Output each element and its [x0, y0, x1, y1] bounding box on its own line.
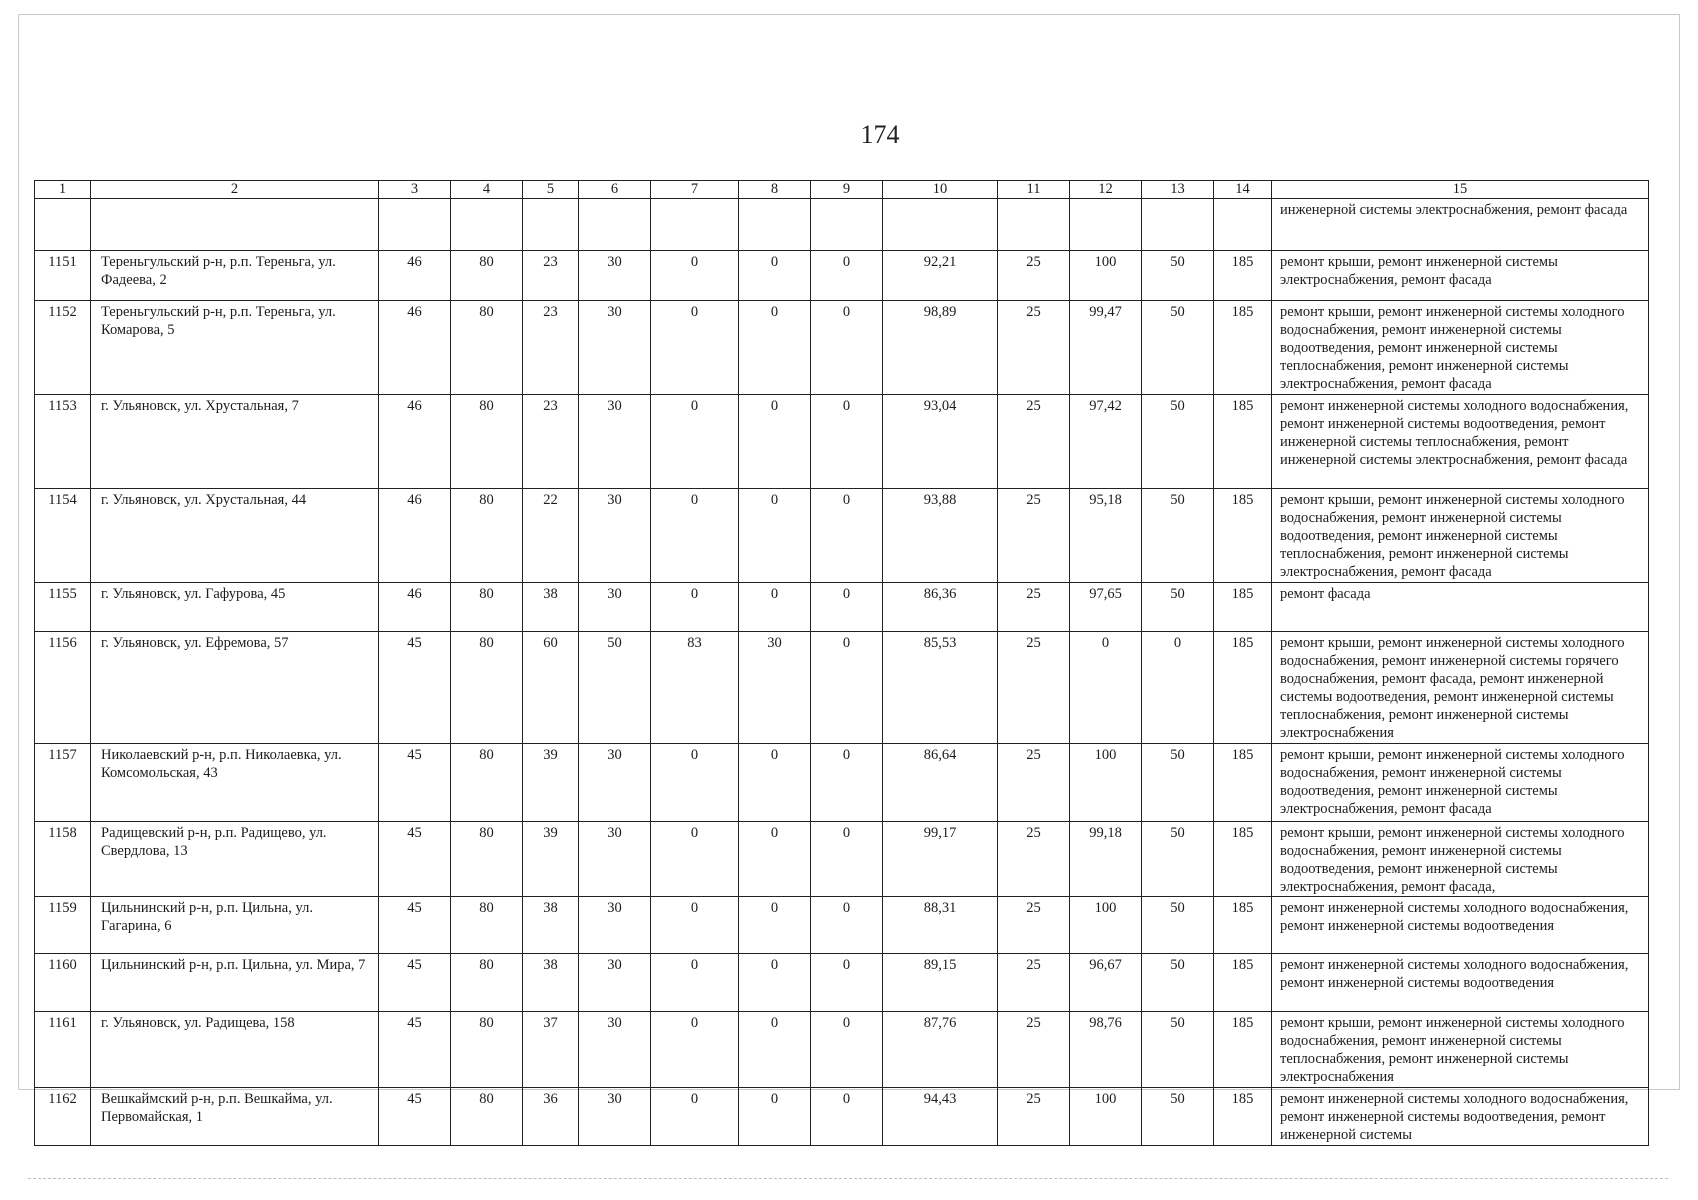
table-row — [35, 301, 1649, 395]
value-cell: 80 — [451, 632, 523, 744]
value-cell: 0 — [651, 583, 739, 632]
scan-edge-line — [28, 1178, 1668, 1179]
value-cell: 80 — [451, 583, 523, 632]
value-cell: 30 — [579, 1012, 651, 1088]
value-cell: 0 — [1142, 632, 1214, 744]
value-cell: 50 — [1142, 1012, 1214, 1088]
row-number-cell: 1158 — [35, 822, 91, 897]
value-cell: 50 — [1142, 744, 1214, 822]
register-body — [35, 181, 1649, 1146]
value-cell: 185 — [1214, 954, 1272, 1012]
header-cell: 14 — [1214, 181, 1272, 199]
table-row — [35, 897, 1649, 954]
value-cell: 45 — [379, 744, 451, 822]
header-cell: 2 — [91, 181, 379, 199]
works-cell: ремонт крыши, ремонт инженерной системы холодного водоснабжения, ремонт инженерной системы водоотведения, ремонт инженерной системы теплоснабжения, ремонт инженерной системы электроснабжения, ремонт фасада — [1272, 301, 1649, 395]
value-cell: 30 — [579, 744, 651, 822]
value-cell: 45 — [379, 897, 451, 954]
value-cell: 0 — [739, 1012, 811, 1088]
header-cell: 10 — [883, 181, 998, 199]
header-cell: 13 — [1142, 181, 1214, 199]
value-cell: 0 — [811, 822, 883, 897]
value-cell: 98,76 — [1070, 1012, 1142, 1088]
value-cell: 83 — [651, 632, 739, 744]
value-cell: 185 — [1214, 489, 1272, 583]
value-cell — [883, 199, 998, 251]
address-cell: г. Ульяновск, ул. Радищева, 158 — [91, 1012, 379, 1088]
works-cell: ремонт крыши, ремонт инженерной системы холодного водоснабжения, ремонт инженерной системы водоотведения, ремонт инженерной системы теплоснабжения, ремонт инженерной системы электроснабжения, ремонт фасада — [1272, 489, 1649, 583]
value-cell: 0 — [811, 489, 883, 583]
value-cell: 185 — [1214, 1012, 1272, 1088]
value-cell: 89,15 — [883, 954, 998, 1012]
table-row — [35, 954, 1649, 1012]
value-cell: 0 — [739, 583, 811, 632]
value-cell: 0 — [811, 1088, 883, 1146]
value-cell — [998, 199, 1070, 251]
value-cell: 80 — [451, 822, 523, 897]
value-cell: 93,04 — [883, 395, 998, 489]
row-number-cell: 1156 — [35, 632, 91, 744]
table-row — [35, 744, 1649, 822]
header-cell: 15 — [1272, 181, 1649, 199]
value-cell — [651, 199, 739, 251]
value-cell: 60 — [523, 632, 579, 744]
table-row — [35, 1088, 1649, 1146]
value-cell: 45 — [379, 1012, 451, 1088]
works-cell: ремонт крыши, ремонт инженерной системы холодного водоснабжения, ремонт инженерной системы горячего водоснабжения, ремонт фасада, ремонт инженерной системы водоотведения, ремонт инженерной системы теплоснабжения, ремонт инженерной системы электроснабжения — [1272, 632, 1649, 744]
row-number-cell: 1159 — [35, 897, 91, 954]
value-cell: 25 — [998, 1088, 1070, 1146]
value-cell: 39 — [523, 744, 579, 822]
value-cell: 23 — [523, 395, 579, 489]
value-cell: 0 — [1070, 632, 1142, 744]
works-cell: ремонт крыши, ремонт инженерной системы холодного водоснабжения, ремонт инженерной системы водоотведения, ремонт инженерной системы электроснабжения, ремонт фасада, — [1272, 822, 1649, 897]
value-cell: 0 — [651, 954, 739, 1012]
value-cell: 0 — [811, 395, 883, 489]
works-cell: ремонт крыши, ремонт инженерной системы холодного водоснабжения, ремонт инженерной системы теплоснабжения, ремонт инженерной системы электроснабжения — [1272, 1012, 1649, 1088]
register-table — [34, 180, 1649, 1146]
value-cell: 38 — [523, 954, 579, 1012]
value-cell: 38 — [523, 897, 579, 954]
table-row — [35, 251, 1649, 301]
value-cell: 80 — [451, 1088, 523, 1146]
value-cell: 45 — [379, 632, 451, 744]
works-cell: ремонт инженерной системы холодного водоснабжения, ремонт инженерной системы водоотведения, ремонт инженерной системы теплоснабжения, ремонт инженерной системы электроснабжения, ремонт фасада — [1272, 395, 1649, 489]
address-cell: Цильнинский р-н, р.п. Цильна, ул. Мира, 7 — [91, 954, 379, 1012]
value-cell: 0 — [651, 489, 739, 583]
value-cell: 0 — [739, 301, 811, 395]
value-cell — [1070, 199, 1142, 251]
value-cell: 0 — [811, 301, 883, 395]
value-cell: 25 — [998, 301, 1070, 395]
value-cell — [523, 199, 579, 251]
value-cell: 185 — [1214, 583, 1272, 632]
value-cell: 30 — [579, 489, 651, 583]
value-cell: 46 — [379, 395, 451, 489]
value-cell: 45 — [379, 954, 451, 1012]
value-cell: 23 — [523, 301, 579, 395]
address-cell: г. Ульяновск, ул. Ефремова, 57 — [91, 632, 379, 744]
works-cell: инженерной системы электроснабжения, ремонт фасада — [1272, 199, 1649, 251]
value-cell: 80 — [451, 489, 523, 583]
value-cell: 0 — [811, 583, 883, 632]
value-cell: 86,64 — [883, 744, 998, 822]
value-cell: 0 — [651, 897, 739, 954]
value-cell: 50 — [579, 632, 651, 744]
row-number-cell: 1160 — [35, 954, 91, 1012]
value-cell: 25 — [998, 954, 1070, 1012]
value-cell: 0 — [651, 301, 739, 395]
row-number-cell: 1157 — [35, 744, 91, 822]
value-cell: 30 — [579, 395, 651, 489]
value-cell: 25 — [998, 583, 1070, 632]
value-cell: 50 — [1142, 1088, 1214, 1146]
works-cell: ремонт крыши, ремонт инженерной системы электроснабжения, ремонт фасада — [1272, 251, 1649, 301]
value-cell: 0 — [739, 822, 811, 897]
value-cell: 23 — [523, 251, 579, 301]
value-cell: 50 — [1142, 489, 1214, 583]
header-cell: 1 — [35, 181, 91, 199]
value-cell: 50 — [1142, 251, 1214, 301]
value-cell: 30 — [579, 822, 651, 897]
value-cell: 185 — [1214, 1088, 1272, 1146]
value-cell: 38 — [523, 583, 579, 632]
value-cell: 185 — [1214, 301, 1272, 395]
header-cell: 12 — [1070, 181, 1142, 199]
value-cell: 25 — [998, 822, 1070, 897]
value-cell: 0 — [739, 954, 811, 1012]
value-cell: 98,89 — [883, 301, 998, 395]
value-cell: 45 — [379, 1088, 451, 1146]
value-cell: 185 — [1214, 744, 1272, 822]
value-cell: 0 — [651, 1012, 739, 1088]
value-cell: 97,42 — [1070, 395, 1142, 489]
address-cell: Цильнинский р-н, р.п. Цильна, ул. Гагарина, 6 — [91, 897, 379, 954]
page-number: 174 — [860, 120, 900, 149]
row-number-cell: 1155 — [35, 583, 91, 632]
row-number-cell: 1153 — [35, 395, 91, 489]
address-cell: Тереньгульский р-н, р.п. Тереньга, ул. Комарова, 5 — [91, 301, 379, 395]
header-cell: 6 — [579, 181, 651, 199]
row-number-cell: 1152 — [35, 301, 91, 395]
value-cell: 80 — [451, 395, 523, 489]
value-cell: 97,65 — [1070, 583, 1142, 632]
value-cell: 46 — [379, 489, 451, 583]
value-cell: 85,53 — [883, 632, 998, 744]
value-cell: 25 — [998, 251, 1070, 301]
value-cell — [811, 199, 883, 251]
value-cell: 0 — [739, 395, 811, 489]
value-cell: 185 — [1214, 822, 1272, 897]
address-cell: г. Ульяновск, ул. Хрустальная, 7 — [91, 395, 379, 489]
value-cell — [379, 199, 451, 251]
value-cell: 25 — [998, 632, 1070, 744]
value-cell: 22 — [523, 489, 579, 583]
header-cell: 9 — [811, 181, 883, 199]
value-cell: 96,67 — [1070, 954, 1142, 1012]
address-cell: Тереньгульский р-н, р.п. Тереньга, ул. Фадеева, 2 — [91, 251, 379, 301]
value-cell: 100 — [1070, 251, 1142, 301]
value-cell: 80 — [451, 744, 523, 822]
value-cell — [1214, 199, 1272, 251]
value-cell: 25 — [998, 395, 1070, 489]
value-cell: 88,31 — [883, 897, 998, 954]
works-cell: ремонт инженерной системы холодного водоснабжения, ремонт инженерной системы водоотведения — [1272, 954, 1649, 1012]
value-cell: 25 — [998, 897, 1070, 954]
value-cell: 46 — [379, 583, 451, 632]
value-cell: 0 — [739, 489, 811, 583]
value-cell: 185 — [1214, 395, 1272, 489]
value-cell: 185 — [1214, 251, 1272, 301]
value-cell: 80 — [451, 897, 523, 954]
value-cell: 92,21 — [883, 251, 998, 301]
table-row — [35, 1012, 1649, 1088]
address-cell: г. Ульяновск, ул. Хрустальная, 44 — [91, 489, 379, 583]
value-cell: 87,76 — [883, 1012, 998, 1088]
value-cell: 99,17 — [883, 822, 998, 897]
address-cell: г. Ульяновск, ул. Гафурова, 45 — [91, 583, 379, 632]
value-cell: 25 — [998, 1012, 1070, 1088]
value-cell: 80 — [451, 954, 523, 1012]
value-cell: 30 — [579, 954, 651, 1012]
value-cell: 95,18 — [1070, 489, 1142, 583]
value-cell: 50 — [1142, 897, 1214, 954]
value-cell: 0 — [651, 822, 739, 897]
continuation-row — [35, 199, 1649, 251]
table-row — [35, 822, 1649, 897]
value-cell: 99,18 — [1070, 822, 1142, 897]
value-cell: 185 — [1214, 897, 1272, 954]
address-cell: Радищевский р-н, р.п. Радищево, ул. Свердлова, 13 — [91, 822, 379, 897]
value-cell: 0 — [811, 632, 883, 744]
row-number-cell — [35, 199, 91, 251]
value-cell — [1142, 199, 1214, 251]
value-cell: 0 — [811, 954, 883, 1012]
works-cell: ремонт крыши, ремонт инженерной системы холодного водоснабжения, ремонт инженерной системы водоотведения, ремонт инженерной системы электроснабжения, ремонт фасада — [1272, 744, 1649, 822]
value-cell: 94,43 — [883, 1088, 998, 1146]
value-cell: 30 — [579, 1088, 651, 1146]
value-cell: 86,36 — [883, 583, 998, 632]
header-cell: 5 — [523, 181, 579, 199]
works-cell: ремонт фасада — [1272, 583, 1649, 632]
value-cell: 50 — [1142, 583, 1214, 632]
value-cell: 50 — [1142, 822, 1214, 897]
value-cell: 30 — [739, 632, 811, 744]
address-cell: Вешкаймский р-н, р.п. Вешкайма, ул. Первомайская, 1 — [91, 1088, 379, 1146]
row-number-cell: 1151 — [35, 251, 91, 301]
value-cell: 0 — [739, 1088, 811, 1146]
header-cell: 4 — [451, 181, 523, 199]
value-cell: 0 — [811, 744, 883, 822]
header-row — [35, 181, 1649, 199]
row-number-cell: 1161 — [35, 1012, 91, 1088]
value-cell: 25 — [998, 744, 1070, 822]
table-row — [35, 395, 1649, 489]
value-cell: 99,47 — [1070, 301, 1142, 395]
value-cell: 0 — [739, 897, 811, 954]
row-number-cell: 1162 — [35, 1088, 91, 1146]
value-cell: 100 — [1070, 1088, 1142, 1146]
value-cell: 36 — [523, 1088, 579, 1146]
value-cell: 0 — [651, 744, 739, 822]
value-cell: 37 — [523, 1012, 579, 1088]
address-cell: Николаевский р-н, р.п. Николаевка, ул. Комсомольская, 43 — [91, 744, 379, 822]
table-row — [35, 583, 1649, 632]
value-cell: 100 — [1070, 897, 1142, 954]
value-cell: 50 — [1142, 954, 1214, 1012]
value-cell: 0 — [651, 1088, 739, 1146]
value-cell: 80 — [451, 1012, 523, 1088]
works-cell: ремонт инженерной системы холодного водоснабжения, ремонт инженерной системы водоотведения — [1272, 897, 1649, 954]
value-cell: 0 — [811, 251, 883, 301]
value-cell: 0 — [739, 251, 811, 301]
value-cell — [579, 199, 651, 251]
value-cell: 0 — [651, 251, 739, 301]
value-cell: 30 — [579, 301, 651, 395]
value-cell: 185 — [1214, 632, 1272, 744]
value-cell — [739, 199, 811, 251]
value-cell: 30 — [579, 897, 651, 954]
value-cell: 25 — [998, 489, 1070, 583]
value-cell: 0 — [739, 744, 811, 822]
value-cell: 0 — [811, 897, 883, 954]
value-cell: 45 — [379, 822, 451, 897]
header-cell: 7 — [651, 181, 739, 199]
value-cell: 50 — [1142, 395, 1214, 489]
value-cell — [451, 199, 523, 251]
value-cell: 0 — [811, 1012, 883, 1088]
value-cell: 93,88 — [883, 489, 998, 583]
value-cell: 39 — [523, 822, 579, 897]
row-number-cell: 1154 — [35, 489, 91, 583]
header-cell: 8 — [739, 181, 811, 199]
table-row — [35, 489, 1649, 583]
value-cell: 50 — [1142, 301, 1214, 395]
value-cell: 100 — [1070, 744, 1142, 822]
value-cell: 80 — [451, 301, 523, 395]
value-cell: 30 — [579, 583, 651, 632]
value-cell: 30 — [579, 251, 651, 301]
value-cell: 46 — [379, 251, 451, 301]
value-cell: 46 — [379, 301, 451, 395]
value-cell: 0 — [651, 395, 739, 489]
table-row — [35, 632, 1649, 744]
header-cell: 3 — [379, 181, 451, 199]
value-cell: 80 — [451, 251, 523, 301]
works-cell: ремонт инженерной системы холодного водоснабжения, ремонт инженерной системы водоотведения, ремонт инженерной системы — [1272, 1088, 1649, 1146]
header-cell: 11 — [998, 181, 1070, 199]
address-cell — [91, 199, 379, 251]
